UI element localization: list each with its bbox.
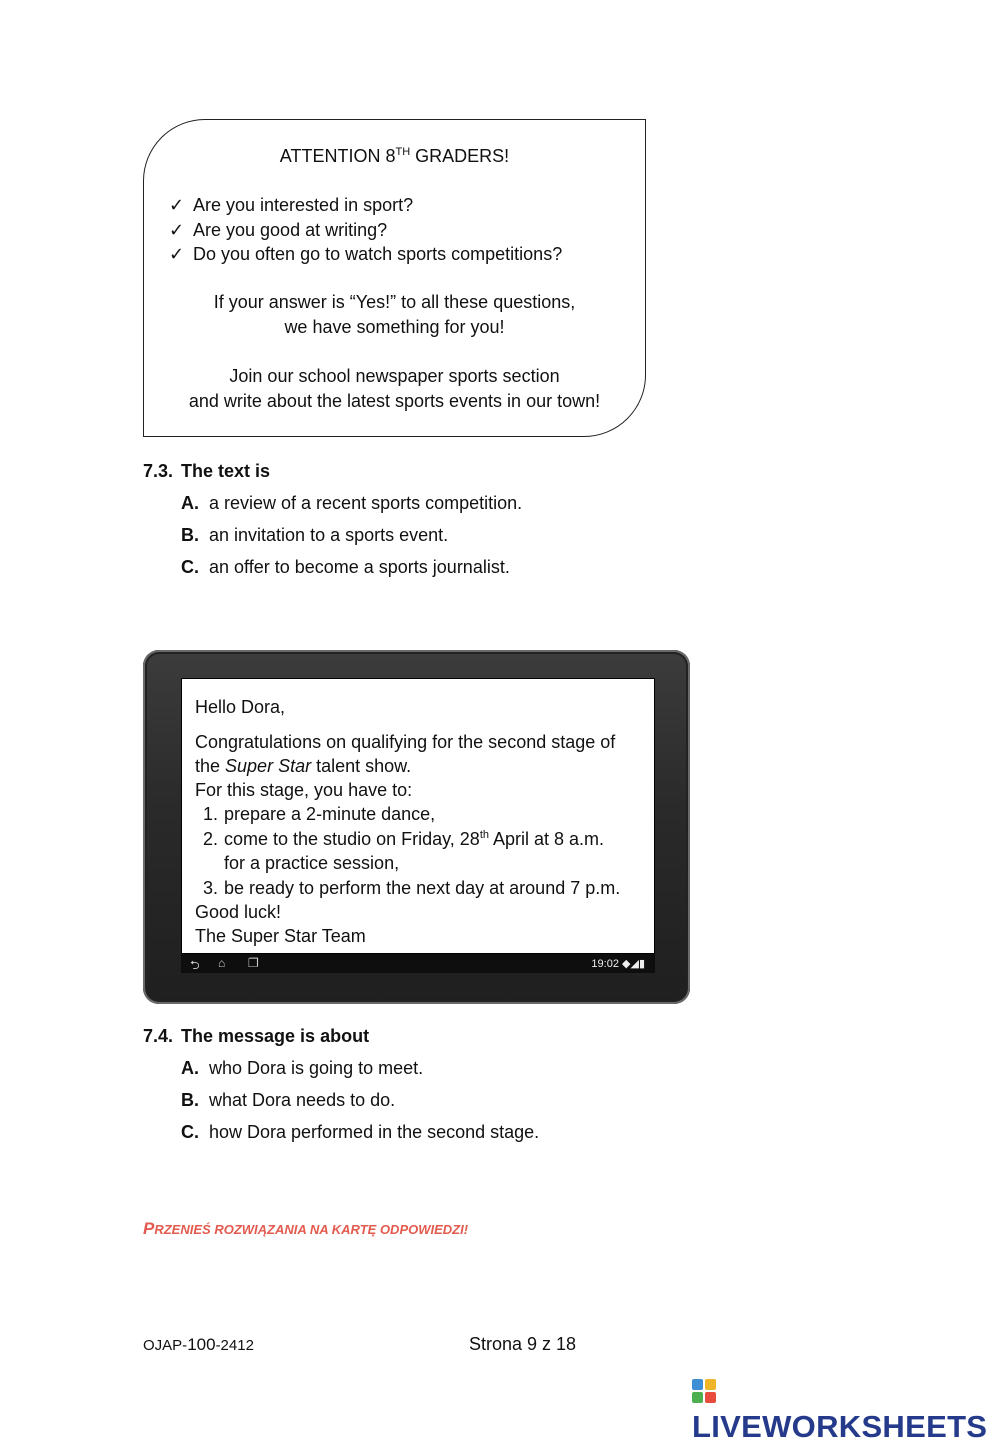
message-list-item: 1. prepare a 2-minute dance, <box>202 804 436 824</box>
option-7-4-b[interactable]: B. what Dora needs to do. <box>181 1090 396 1110</box>
check-icon: ✓ <box>169 219 185 240</box>
status-time: 19:02 ◆◢▮ <box>591 958 645 970</box>
signal-icon: ◢ <box>630 958 639 970</box>
home-icon[interactable]: ⌂ <box>218 956 226 970</box>
message-closing: Good luck! <box>195 902 282 922</box>
notice-title: ATTENTION 8TH GRADERS! <box>279 146 510 166</box>
message-list-item: 2. come to the studio on Friday, 28th April at 8 a.m. <box>202 829 605 849</box>
notice-paragraph-1: If your answer is “Yes!” to all these questions, we have something for you! <box>213 292 576 337</box>
option-7-4-a[interactable]: A. who Dora is going to meet. <box>181 1058 424 1078</box>
option-7-4-c[interactable]: C. how Dora performed in the second stage. <box>181 1122 540 1142</box>
back-icon[interactable]: ⮌ <box>190 958 200 972</box>
question-7-3: 7.3. The text is <box>143 461 271 481</box>
message-line: the Super Star talent show. <box>195 756 412 776</box>
liveworksheets-logo-icon <box>692 1379 716 1403</box>
option-7-3-a[interactable]: A. a review of a recent sports competition. <box>181 493 523 513</box>
checklist-item: ✓ Are you good at writing? <box>169 218 562 243</box>
wifi-icon: ◆ <box>622 958 631 970</box>
checklist-item: ✓ Do you often go to watch sports competitions? <box>169 242 562 267</box>
transfer-answers-instruction: PRZENIEŚ ROZWIĄZANIA NA KARTĘ ODPOWIEDZI! <box>143 1219 469 1238</box>
recent-apps-icon[interactable]: ❐ <box>248 956 259 970</box>
liveworksheets-logo: LIVEWORKSHEETS <box>692 1373 1000 1445</box>
exam-code: OJAP-100-2412 <box>143 1335 254 1354</box>
notice-paragraph-2: Join our school newspaper sports section and write about the latest sports events in our town! <box>188 366 601 411</box>
message-list-item-continuation: for a practice session, <box>224 853 400 873</box>
notice-checklist <box>169 193 562 267</box>
message-line: Congratulations on qualifying for the second stage of <box>195 732 616 752</box>
message-screen <box>181 678 655 954</box>
tablet-device <box>143 650 690 1004</box>
page-number: Strona 9 z 18 <box>469 1334 577 1354</box>
option-7-3-c[interactable]: C. an offer to become a sports journalist. <box>181 557 510 577</box>
battery-icon: ▮ <box>638 958 645 970</box>
check-icon: ✓ <box>169 244 185 264</box>
message-greeting: Hello Dora, <box>195 697 286 717</box>
question-7-4: 7.4. The message is about <box>143 1026 370 1046</box>
message-line: For this stage, you have to: <box>195 780 413 800</box>
check-icon: ✓ <box>169 195 185 215</box>
notice-box <box>143 119 646 437</box>
checklist-item: ✓ Are you interested in sport? <box>169 193 562 218</box>
message-signature: The Super Star Team <box>195 926 366 946</box>
message-list-item: 3. be ready to perform the next day at around 7 p.m. <box>202 878 621 898</box>
option-7-3-b[interactable]: B. an invitation to a sports event. <box>181 525 449 545</box>
tablet-navbar <box>181 954 655 973</box>
